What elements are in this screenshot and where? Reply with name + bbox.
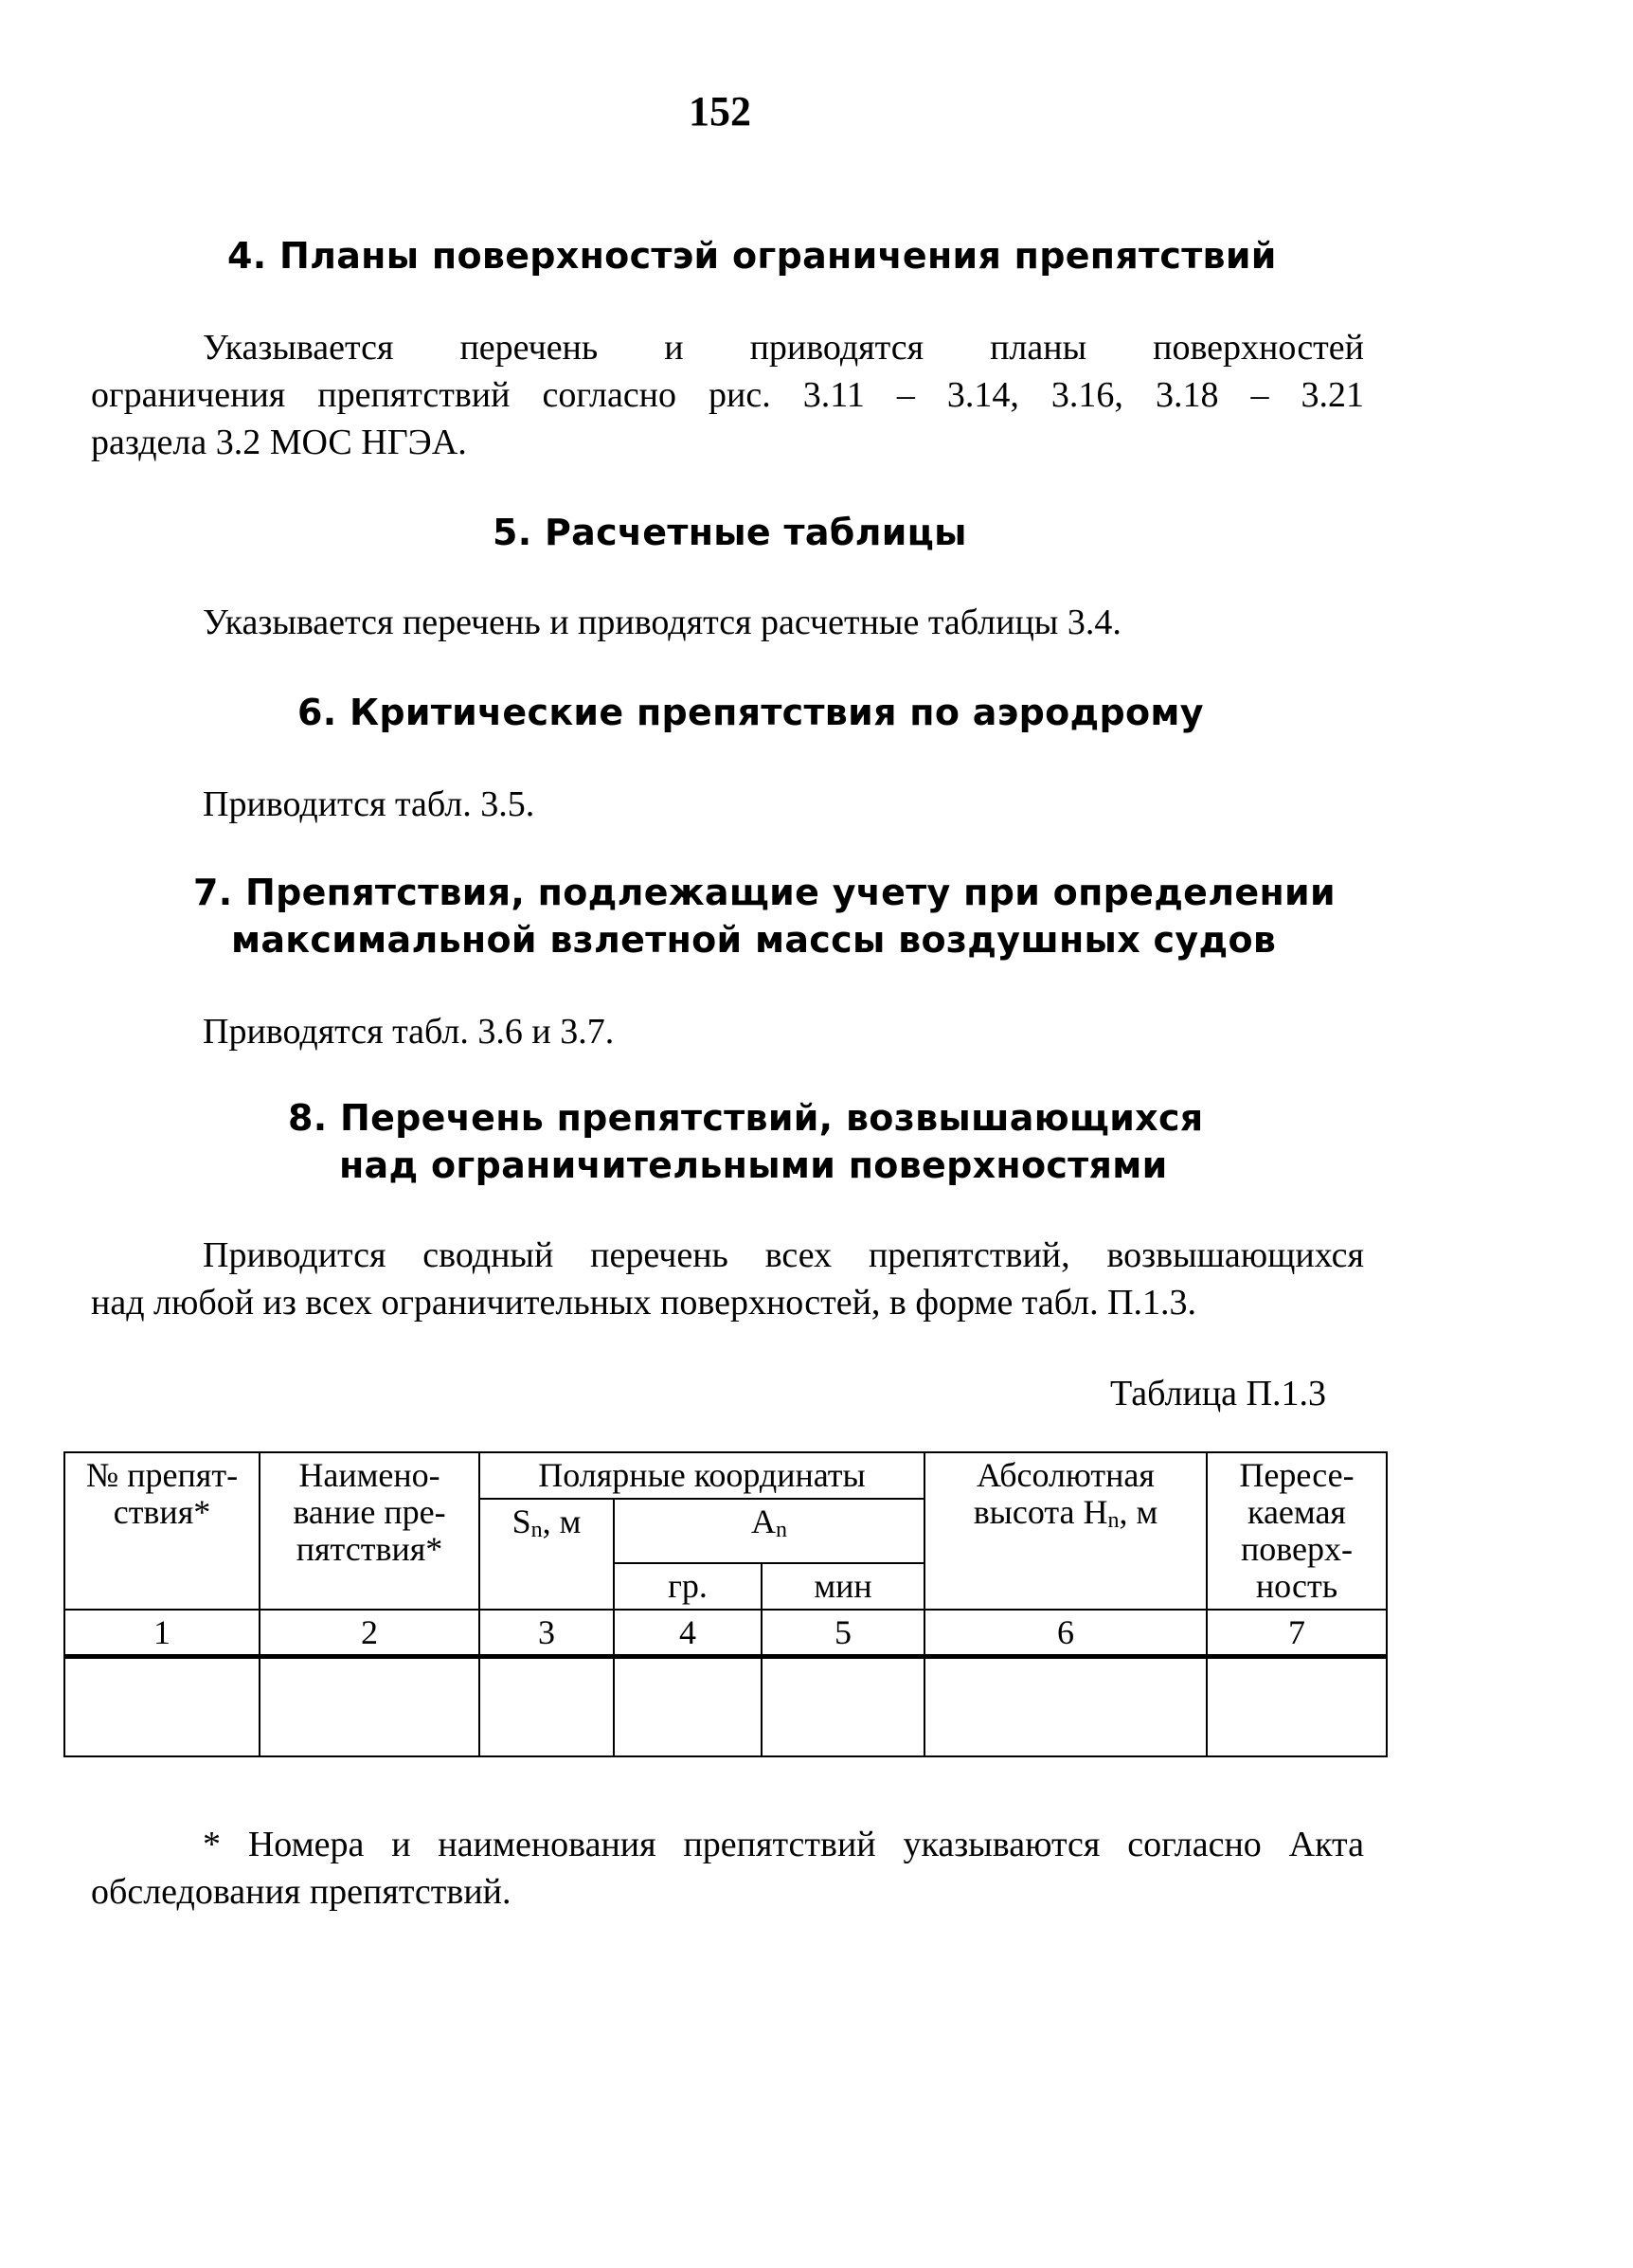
obstacles-table [63, 1451, 1388, 1757]
page-number: 152 [689, 88, 751, 135]
table-cell [614, 1658, 762, 1757]
table-cell [479, 1658, 614, 1757]
text-line: обследования препятствий. [91, 1872, 511, 1912]
header-absolute-height-text: Абсолютная высота H [973, 1456, 1155, 1531]
unit: , м [1119, 1493, 1158, 1531]
table-cell [64, 1658, 260, 1757]
column-number: 4 [614, 1610, 762, 1655]
section-6-heading: 6. Критические препятствия по аэродрому [297, 692, 1204, 733]
header-minutes: мин [762, 1563, 924, 1610]
section-8-heading: 8. Перечень препятствий, возвышающихся [288, 1097, 1204, 1139]
column-number: 6 [924, 1610, 1207, 1655]
text-line: над любой из всех ограничительных поверхностей, в форме табл. П.1.3. [91, 1283, 1197, 1323]
table-row [64, 1658, 1387, 1757]
text-line: Указывается перечень и приводятся планы поверхностей [203, 328, 1364, 368]
column-number: 3 [479, 1610, 614, 1655]
header-intersected-surface: Пересе-каемая поверх-ность [1207, 1452, 1387, 1610]
header-azimuth-text: A [751, 1503, 776, 1540]
table-cell [1207, 1658, 1387, 1757]
header-obstacle-name: Наимено-вание пре-пятствия* [260, 1452, 479, 1610]
header-distance-text: S [511, 1503, 531, 1540]
header-distance [479, 1499, 614, 1610]
section-5-heading: 5. Расчетные таблицы [493, 512, 967, 553]
text-line: ограничения препятствий согласно рис. 3.11 – 3.14, 3.16, 3.18 – 3.21 [91, 375, 1364, 415]
section-4-heading: 4. Планы поверхностэй ограничения препятствий [227, 235, 1277, 277]
unit: , м [542, 1503, 582, 1540]
column-number: 7 [1207, 1610, 1387, 1655]
section-7-heading: 7. Препятствия, подлежащие учету при определении [193, 872, 1336, 913]
text-line: Приводится сводный перечень всех препятствий, возвышающихся [203, 1235, 1364, 1275]
column-number: 2 [260, 1610, 479, 1655]
column-number: 1 [64, 1610, 260, 1655]
section-5-text: Указывается перечень и приводятся расчетные таблицы 3.4. [203, 603, 1122, 642]
column-number: 5 [762, 1610, 924, 1655]
column-number-row [64, 1610, 1387, 1655]
text-line: раздела 3.2 МОС НГЭА. [91, 423, 467, 462]
header-absolute-height [924, 1452, 1207, 1610]
subscript: n [1107, 1508, 1120, 1533]
section-8-text [91, 1232, 1364, 1326]
table-cell [924, 1658, 1207, 1757]
table-cell [762, 1658, 924, 1757]
header-obstacle-number: № препят-ствия* [64, 1452, 260, 1610]
text-line: * Номера и наименования препятствий указываются согласно Акта [203, 1825, 1364, 1864]
subscript: n [776, 1518, 787, 1542]
header-row [64, 1452, 1387, 1499]
section-8-heading-line2: над ограничительными поверхностями [339, 1144, 1168, 1186]
subscript: n [530, 1518, 543, 1542]
section-4-text [91, 324, 1364, 466]
table-caption: Таблица П.1.3 [1110, 1374, 1326, 1413]
header-azimuth [614, 1499, 924, 1563]
table-cell [260, 1658, 479, 1757]
footnote [91, 1821, 1364, 1916]
header-polar-coordinates: Полярные координаты [479, 1452, 924, 1499]
section-6-text: Приводится табл. 3.5. [203, 784, 535, 824]
section-7-heading-line2: максимальной взлетной массы воздушных судов [231, 919, 1277, 961]
section-7-text: Приводятся табл. 3.6 и 3.7. [203, 1012, 615, 1052]
header-degrees: гр. [614, 1563, 762, 1610]
